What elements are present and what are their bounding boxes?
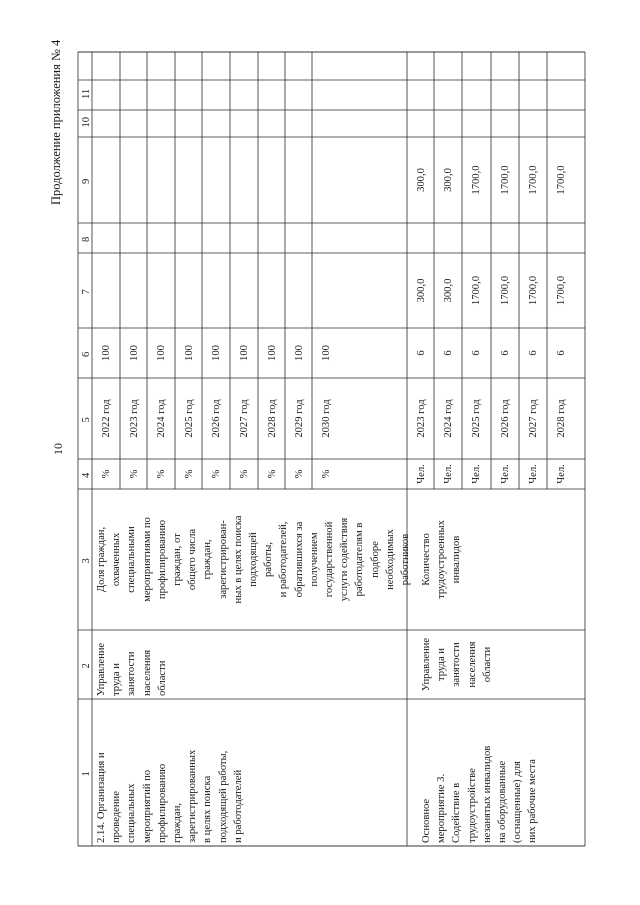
main-3-funding-col9: 300,0 — [416, 168, 427, 192]
column-number-11: 11 — [81, 88, 92, 99]
row-2-14-value: 100 — [239, 345, 250, 361]
row-2-14-year: 2029 год — [294, 399, 305, 438]
column-number-6: 6 — [81, 351, 92, 357]
column-number-10: 10 — [81, 117, 92, 128]
row-2-14-year: 2022 год — [101, 399, 112, 438]
row-2-14-year: 2027 год — [239, 399, 250, 438]
main-3-unit: Чел. — [471, 464, 482, 484]
row-2-14-value: 100 — [101, 345, 112, 361]
main-3-unit: Чел. — [443, 464, 454, 484]
column-number-9: 9 — [81, 178, 92, 184]
row-2-14-year: 2028 год — [267, 399, 278, 438]
row-2-14-year: 2030 год — [321, 399, 332, 438]
row-2-14-unit: % — [267, 469, 278, 479]
main-3-value: 6 — [556, 350, 567, 356]
column-number-2: 2 — [81, 663, 92, 669]
row-2-14-value: 100 — [156, 345, 167, 361]
main-3-funding-col9: 1700,0 — [528, 165, 539, 195]
main-3-funding-total: 1700,0 — [500, 275, 511, 306]
row-2-14-unit: % — [101, 469, 112, 479]
row-2-14-unit: % — [321, 469, 332, 479]
column-number-4: 4 — [81, 472, 92, 478]
row-2-14-value: 100 — [321, 345, 332, 361]
column-number-7: 7 — [81, 289, 92, 295]
row-2-14-unit: % — [239, 469, 250, 479]
main-3-funding-col9: 1700,0 — [556, 165, 567, 195]
row-2-14-year: 2024 год — [156, 399, 167, 438]
row-2-14-year: 2025 год — [184, 399, 195, 438]
main-3-year: 2027 год — [528, 399, 539, 438]
main-3-funding-total: 300,0 — [443, 278, 454, 303]
row-2-14-name: 2.14. Организация и проведение специальных мероприятий по профилированию граждан, зарегистрированных в целях поиска подходящей работы, и работодателей — [96, 749, 244, 843]
main-3-year: 2028 год — [556, 399, 567, 438]
main-3-value: 6 — [416, 350, 427, 356]
column-number-3: 3 — [81, 558, 92, 564]
row-2-14-indicator: Доля граждан, охваченных специальными мероприятиями по профилированию граждан, от общего числа граждан, зарегистрирован- ных в целях поиска подходящей работы, и работодателей, обратившихся за получением государственной услуги содействия работодателям в подборе необходимых работников — [96, 515, 412, 604]
main-3-year: 2024 год — [443, 399, 454, 438]
row-2-14-value: 100 — [129, 345, 140, 361]
main-3-executor: Управление труда и занятости населения области — [421, 637, 493, 692]
main-3-indicator: Количество трудоустроенных инвалидов — [421, 520, 463, 599]
column-number-1: 1 — [81, 771, 92, 777]
row-2-14-value: 100 — [184, 345, 195, 361]
main-3-unit: Чел. — [556, 464, 567, 484]
main-3-funding-col9: 300,0 — [443, 168, 454, 192]
row-2-14-value: 100 — [267, 345, 278, 361]
row-2-14-unit: % — [211, 469, 222, 479]
column-number-8: 8 — [81, 236, 92, 242]
main-3-unit: Чел. — [500, 464, 511, 484]
row-2-14-unit: % — [129, 469, 140, 479]
row-2-14-unit: % — [156, 469, 167, 479]
row-2-14-unit: % — [184, 469, 195, 479]
row-2-14-unit: % — [294, 469, 305, 479]
column-number-5: 5 — [81, 417, 92, 423]
main-3-year: 2026 год — [500, 399, 511, 438]
main-3-value: 6 — [471, 350, 482, 356]
page-number: 10 — [51, 443, 65, 455]
main-3-value: 6 — [443, 350, 454, 356]
main-3-unit: Чел. — [528, 464, 539, 484]
main-3-value: 6 — [500, 350, 511, 356]
row-2-14-executor: Управление труда и занятости населения области — [96, 642, 168, 696]
main-3-name: Основное мероприятие 3. Содействие в трудоустройстве незанятых инвалидов на оборудованные (оснащенные) для них рабочие места — [421, 745, 539, 843]
main-3-year: 2025 год — [471, 399, 482, 438]
main-3-unit: Чел. — [416, 464, 427, 484]
main-3-funding-total: 1700,0 — [528, 275, 539, 306]
main-3-funding-col9: 1700,0 — [500, 165, 511, 195]
main-3-funding-col9: 1700,0 — [471, 165, 482, 195]
appendix-continuation-note: Продолжение приложения № 4 — [49, 39, 63, 205]
main-3-funding-total: 1700,0 — [471, 275, 482, 306]
row-2-14-value: 100 — [211, 345, 222, 361]
main-3-year: 2023 год — [416, 399, 427, 438]
main-3-value: 6 — [528, 350, 539, 356]
row-2-14-year: 2023 год — [129, 399, 140, 438]
row-2-14-value: 100 — [294, 345, 305, 361]
main-3-funding-total: 1700,0 — [556, 275, 567, 306]
main-3-funding-total: 300,0 — [416, 278, 427, 303]
row-2-14-year: 2026 год — [211, 399, 222, 438]
